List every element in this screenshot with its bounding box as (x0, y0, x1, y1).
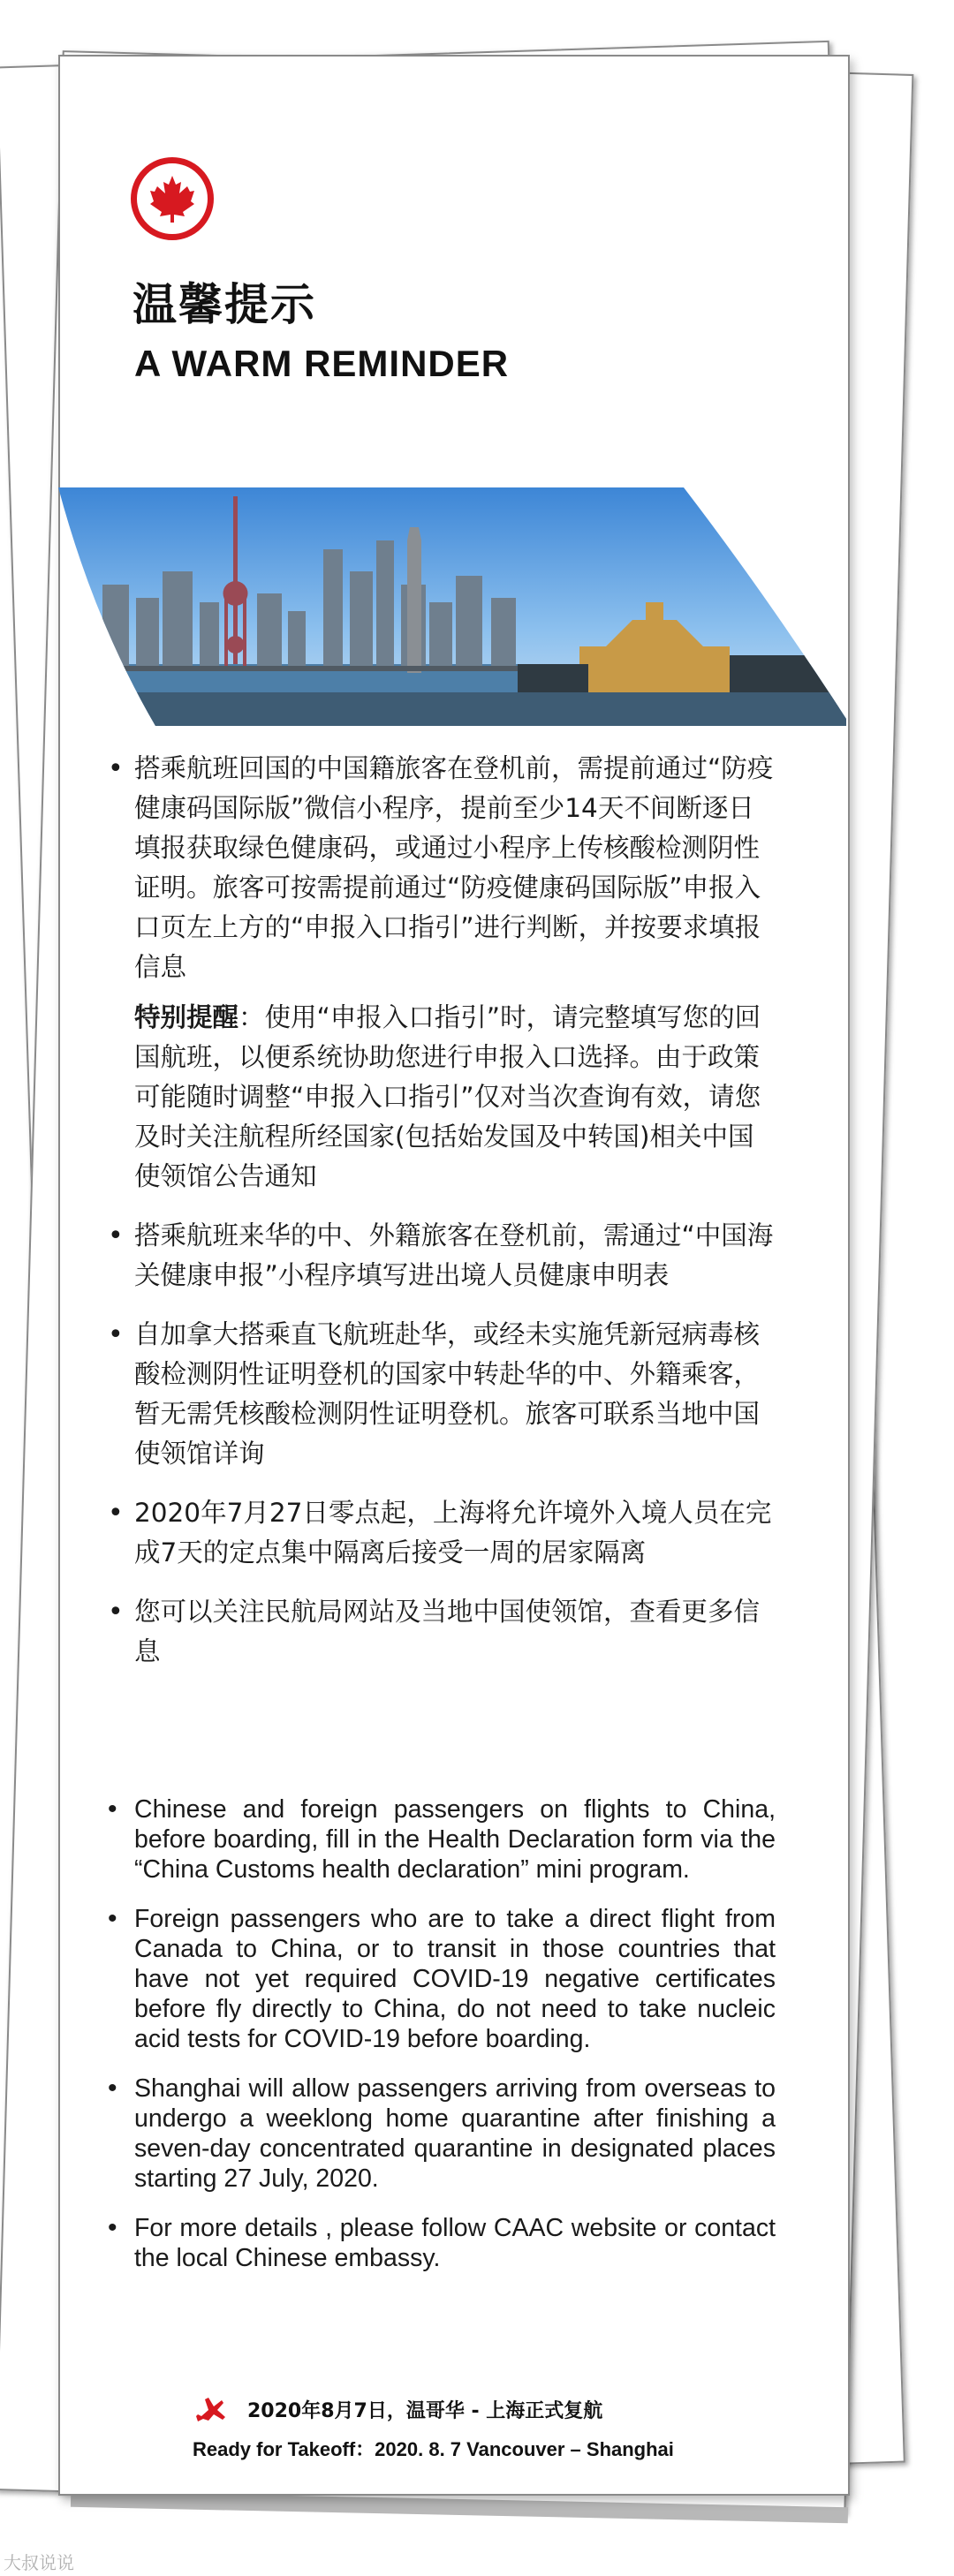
bullet-icon: • (108, 2213, 117, 2242)
bullet-icon: • (108, 1794, 117, 1824)
bullet-icon: • (108, 1498, 124, 1529)
title-chinese: 温馨提示 (132, 279, 316, 330)
list-item: • Chinese and foreign passengers on flights to China, before boarding, fill in the Health Declaration form via the “China Customs health declaration” mini program. (108, 1794, 776, 1884)
bullet-icon: • (108, 1220, 124, 1251)
list-item: • For more details , please follow CAAC website or contact the local Chinese embassy. (108, 2213, 776, 2272)
list-item: • 搭乘航班来华的中、外籍旅客在登机前，需通过“中国海关健康申报”小程序填写进出境人员健康申明表 (108, 1220, 774, 1290)
bullet-icon: • (108, 1904, 117, 1933)
shanghai-skyline-banner (58, 487, 846, 726)
bullet-icon: • (108, 2074, 117, 2103)
maple-leaf-icon (131, 157, 214, 240)
footer-resume-en: Ready for Takeoff：2020. 8. 7 Vancouver – Shanghai (193, 2438, 674, 2460)
special-note (104, 998, 776, 1197)
airplane-takeoff-icon (196, 2395, 230, 2427)
list-item: • 搭乘航班回国的中国籍旅客在登机前，需提前通过“防疫健康码国际版”微信小程序，提前至少14天不间断逐日填报获取绿色健康码，或通过小程序上传核酸检测阴性证明。旅客可按需提前通过“防疫健康码国际版”申报入口页左上方的“申报入口指引”进行判断，并按要求填报信息 (108, 753, 774, 982)
english-notice-list (104, 1794, 776, 2293)
title-english: A WARM REMINDER (134, 343, 510, 384)
list-item: • 您可以关注民航局网站及当地中国使领馆，查看更多信息 (108, 1597, 761, 1666)
watermark: 大叔说说 (4, 2552, 74, 2573)
bullet-icon: • (108, 1597, 124, 1628)
list-item: • 2020年7月27日零点起，上海将允许境外入境人员在完成7天的定点集中隔离后接受一周的居家隔离 (108, 1498, 772, 1568)
special-note-text: ：使用“申报入口指引”时，请完整填写您的回国航班，以便系统协助您进行申报入口选择。由于政策可能随时调整“申报入口指引”仅对当次查询有效，请您及时关注航程所经国家(包括始发国及中转国)相关中国使领馆公告通知 (134, 1002, 761, 1191)
special-note-label: 特别提醒 (134, 1002, 239, 1032)
bullet-icon: • (108, 1319, 124, 1350)
list-item: • Foreign passengers who are to take a direct flight from Canada to China, or to transit in those countries that have not yet required COVID-19 negative certificates before fly directly to China, do not need to take nucleic acid tests for COVID-19 before boarding. (108, 1904, 776, 2053)
footer-resume-cn: 2020年8月7日，温哥华 - 上海正式复航 (247, 2400, 603, 2422)
bullet-icon: • (108, 753, 124, 784)
list-item: • Shanghai will allow passengers arriving from overseas to undergo a weeklong home quarantine after finishing a seven-day concentrated quarantine in designated places starting 27 July, 2020. (108, 2074, 776, 2193)
list-item: • 自加拿大搭乘直飞航班赴华，或经未实施凭新冠病毒核酸检测阴性证明登机的国家中转赴华的中、外籍乘客，暂无需凭核酸检测阴性证明登机。旅客可联系当地中国使领馆详询 (108, 1319, 761, 1469)
chinese-notice-list (104, 749, 776, 1691)
